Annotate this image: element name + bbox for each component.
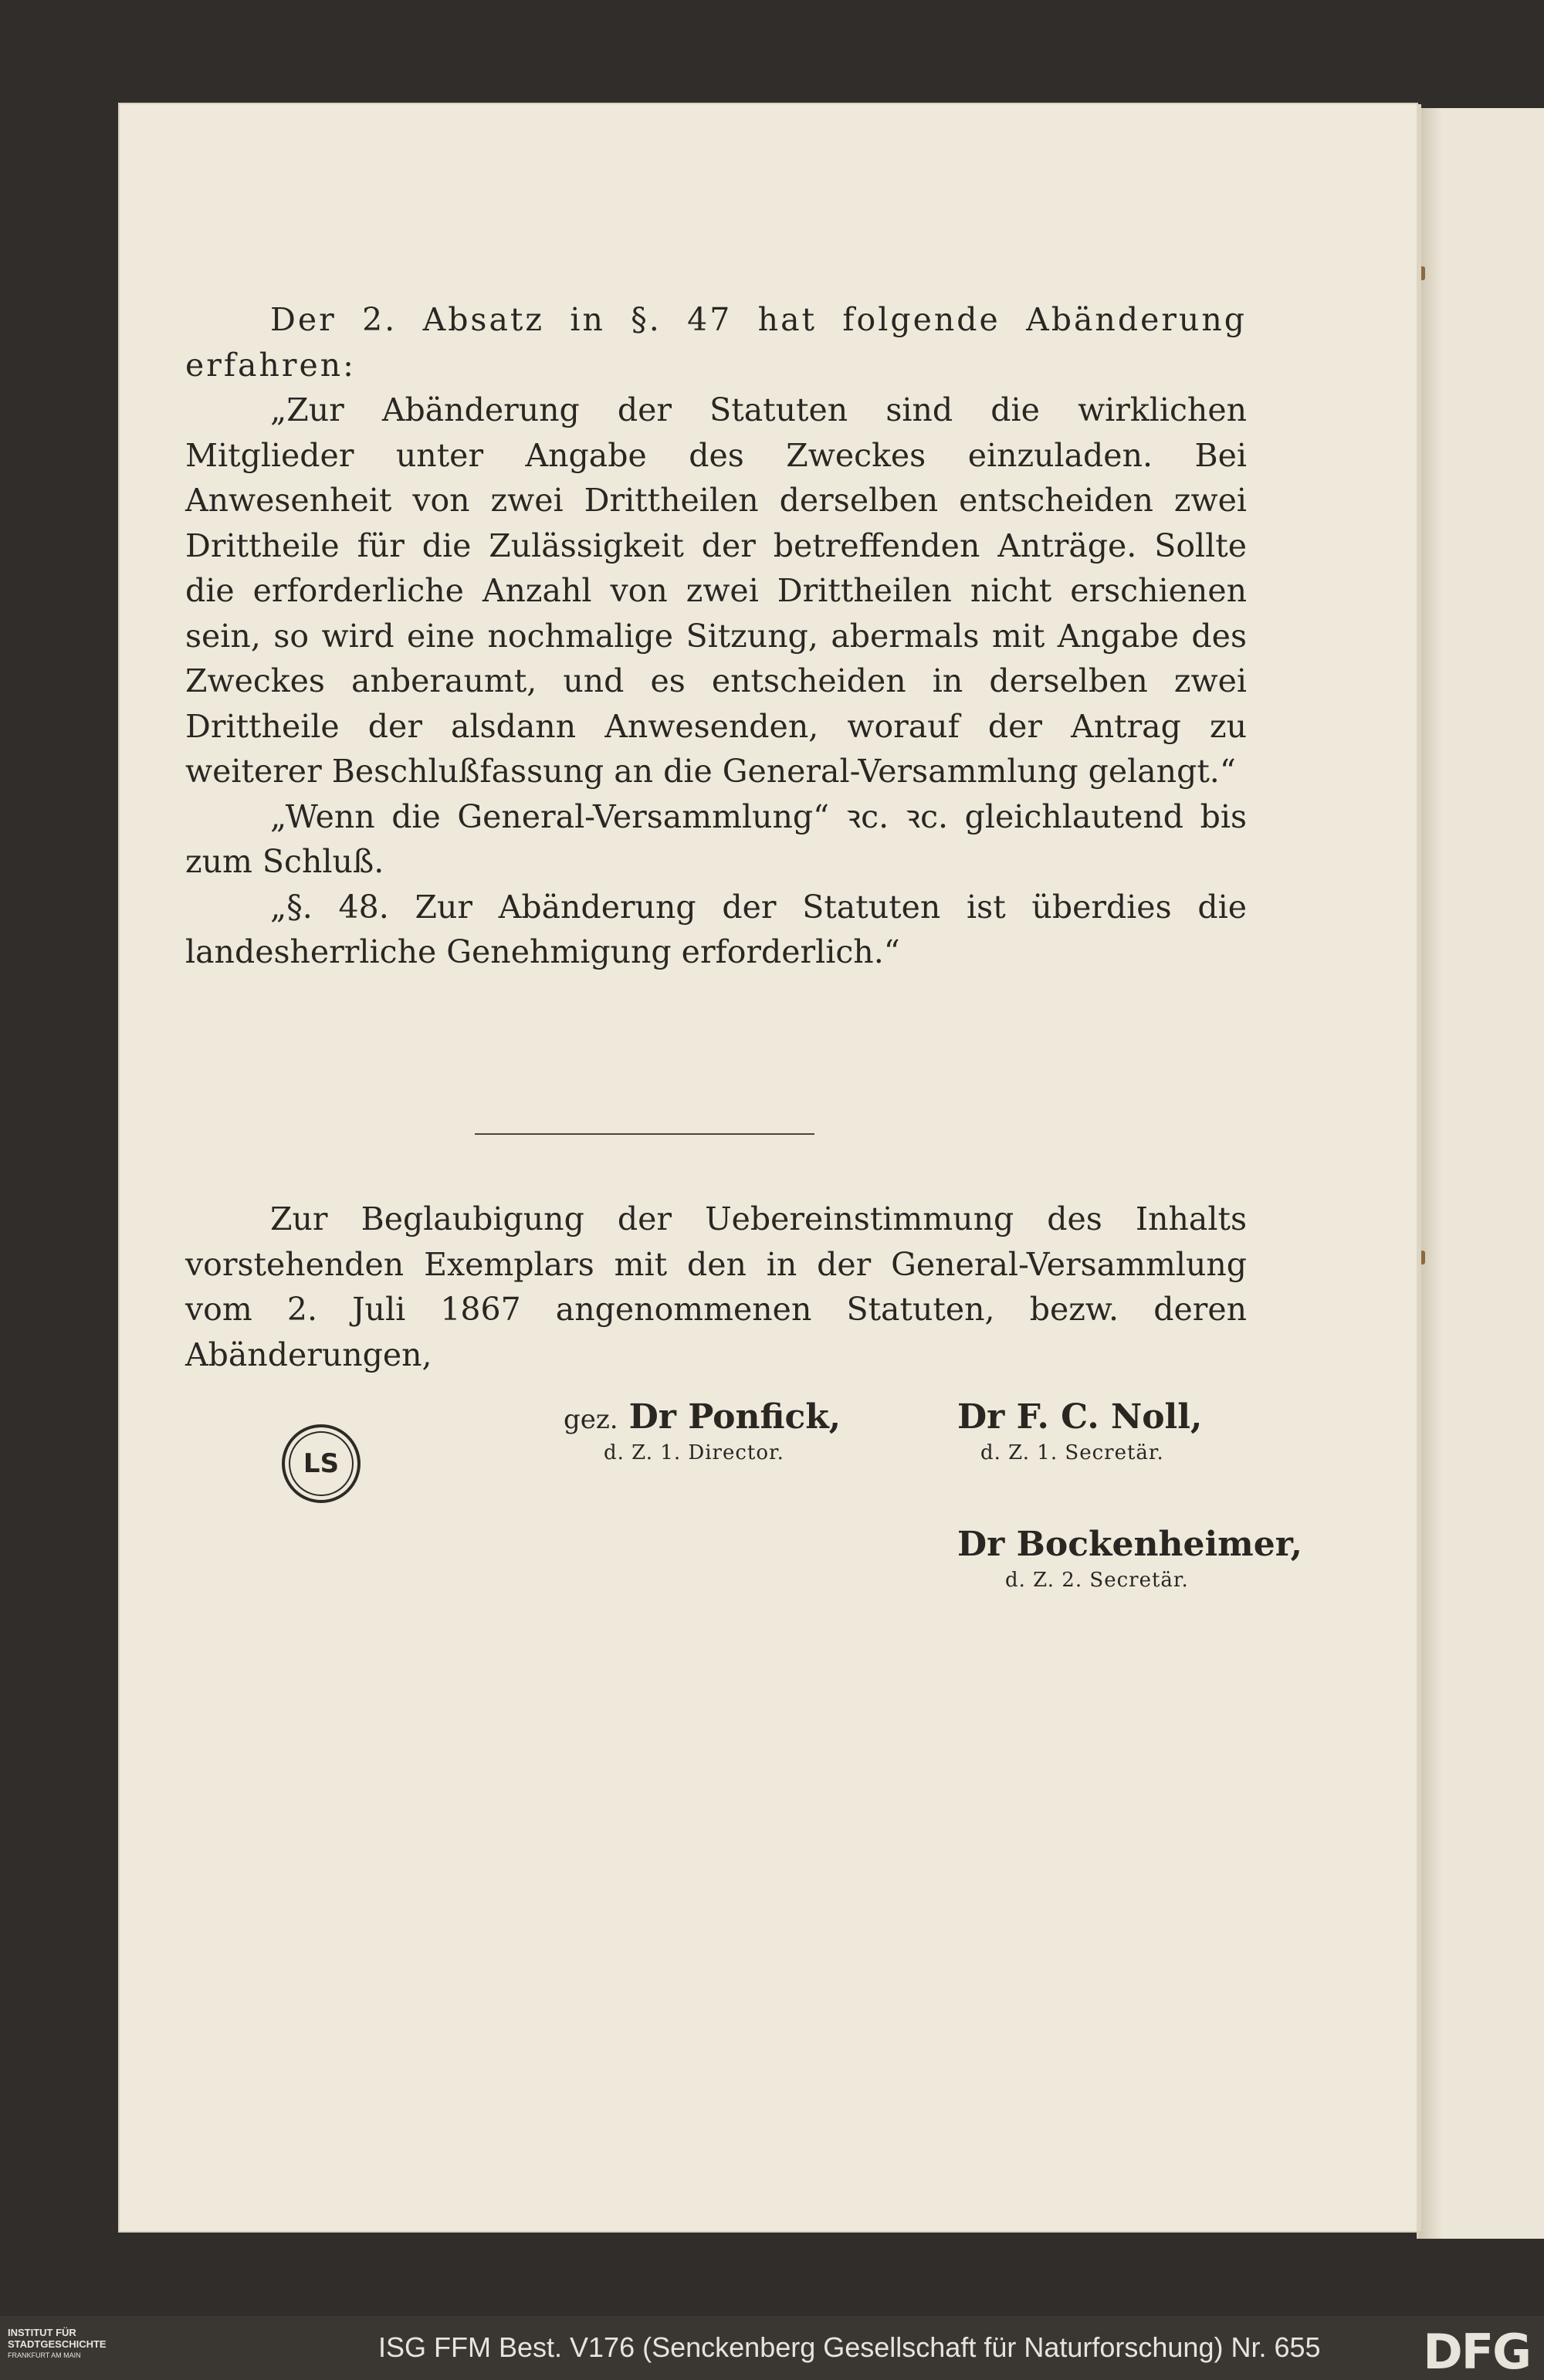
- dfg-logo: DFG: [1423, 2324, 1530, 2380]
- signature-name: Dr F. C. Noll,: [957, 1397, 1203, 1437]
- seal-label: LS: [289, 1431, 354, 1496]
- signature-secretary-2: [957, 1525, 1302, 1592]
- document-body: [185, 297, 1247, 975]
- paragraph-amendment-intro: Der 2. Absatz in §. 47 hat folgende Abänderung erfahren:: [185, 301, 1247, 384]
- signature-prefix: gez.: [564, 1404, 618, 1435]
- signature-secretary-1: [957, 1397, 1202, 1464]
- divider-rule: [475, 1133, 814, 1135]
- viewer-footer: [0, 2316, 1544, 2378]
- signature-name: Dr Ponfick,: [628, 1397, 841, 1437]
- paragraph-general-assembly: „Wenn die General-Versammlung“ ꝛc. ꝛc. gleichlautend bis zum Schluß.: [185, 797, 1247, 880]
- adjacent-page: [1417, 108, 1544, 2239]
- archive-caption: ISG FFM Best. V176 (Senckenberg Gesellschaft für Naturforschung) Nr. 655: [378, 2331, 1321, 2363]
- ls-seal: [282, 1424, 361, 1503]
- signature-name: Dr Bockenheimer,: [957, 1525, 1303, 1564]
- signature-role: d. Z. 2. Secretär.: [1005, 1569, 1189, 1592]
- signature-director: [564, 1397, 841, 1464]
- certification-block: [185, 1197, 1247, 1377]
- signature-role: d. Z. 1. Secretär.: [980, 1441, 1164, 1464]
- institute-logo: INSTITUT FÜR STADTGESCHICHTE FRANKFURT AM MAIN: [8, 2327, 107, 2359]
- paragraph-quoted-rule: „Zur Abänderung der Statuten sind die wirklichen Mitglieder unter Angabe des Zweckes einzuladen. Bei Anwesenheit von zwei Drittheilen derselben entscheiden zwei Drittheile für die Zulässigkeit der betreffenden Anträge. Sollte die erforderliche Anzahl von zwei Drittheilen nicht erschienen sein, so wird eine nochmalige Sitzung, abermals mit Angabe des Zweckes anberaumt, und es entscheiden in derselben zwei Drittheile der alsdann Anwesenden, worauf der Antrag zu weiterer Beschlußfassung an die General-Versammlung gelangt.“: [185, 391, 1247, 790]
- paragraph-section-48: „§. 48. Zur Abänderung der Statuten ist überdies die landesherrliche Genehmigung erforderlich.“: [185, 888, 1247, 970]
- signature-role: d. Z. 1. Director.: [604, 1441, 784, 1464]
- certification-text: Zur Beglaubigung der Uebereinstimmung des Inhalts vorstehenden Exemplars mit den in der General-Versammlung vom 2. Juli 1867 angenommenen Statuten, bezw. deren Abänderungen,: [185, 1200, 1247, 1373]
